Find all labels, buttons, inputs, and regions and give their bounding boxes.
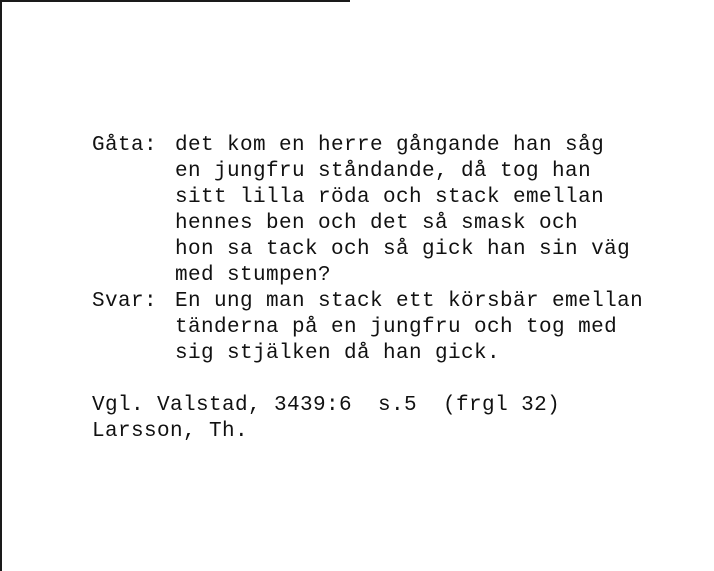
riddle-entry bbox=[92, 133, 643, 289]
answer-line: En ung man stack ett körsbär emellan bbox=[175, 290, 644, 313]
answer-line: sig stjälken då han gick. bbox=[175, 342, 501, 365]
riddle-line: en jungfru ståndande, då tog han bbox=[175, 160, 592, 183]
answer-entry bbox=[92, 289, 643, 367]
riddle-label: Gåta: bbox=[92, 134, 158, 157]
riddle-text bbox=[175, 133, 630, 289]
riddle-line: sitt lilla röda och stack emellan bbox=[175, 186, 605, 209]
collector-name: Larsson, Th. bbox=[92, 420, 249, 443]
reference-line: Vgl. Valstad, 3439:6 s.5 (frgl 32) bbox=[92, 394, 561, 417]
answer-text bbox=[175, 289, 643, 367]
card-left-edge bbox=[0, 0, 2, 571]
reference-block bbox=[92, 393, 643, 445]
answer-label: Svar: bbox=[92, 290, 158, 313]
index-card-text bbox=[92, 133, 643, 445]
riddle-line: det kom en herre gångande han såg bbox=[175, 134, 605, 157]
card-top-edge bbox=[0, 0, 350, 2]
riddle-line: hon sa tack och så gick han sin väg bbox=[175, 238, 631, 261]
riddle-line: hennes ben och det så smask och bbox=[175, 212, 579, 235]
riddle-line: med stumpen? bbox=[175, 264, 332, 287]
answer-line: tänderna på en jungfru och tog med bbox=[175, 316, 618, 339]
